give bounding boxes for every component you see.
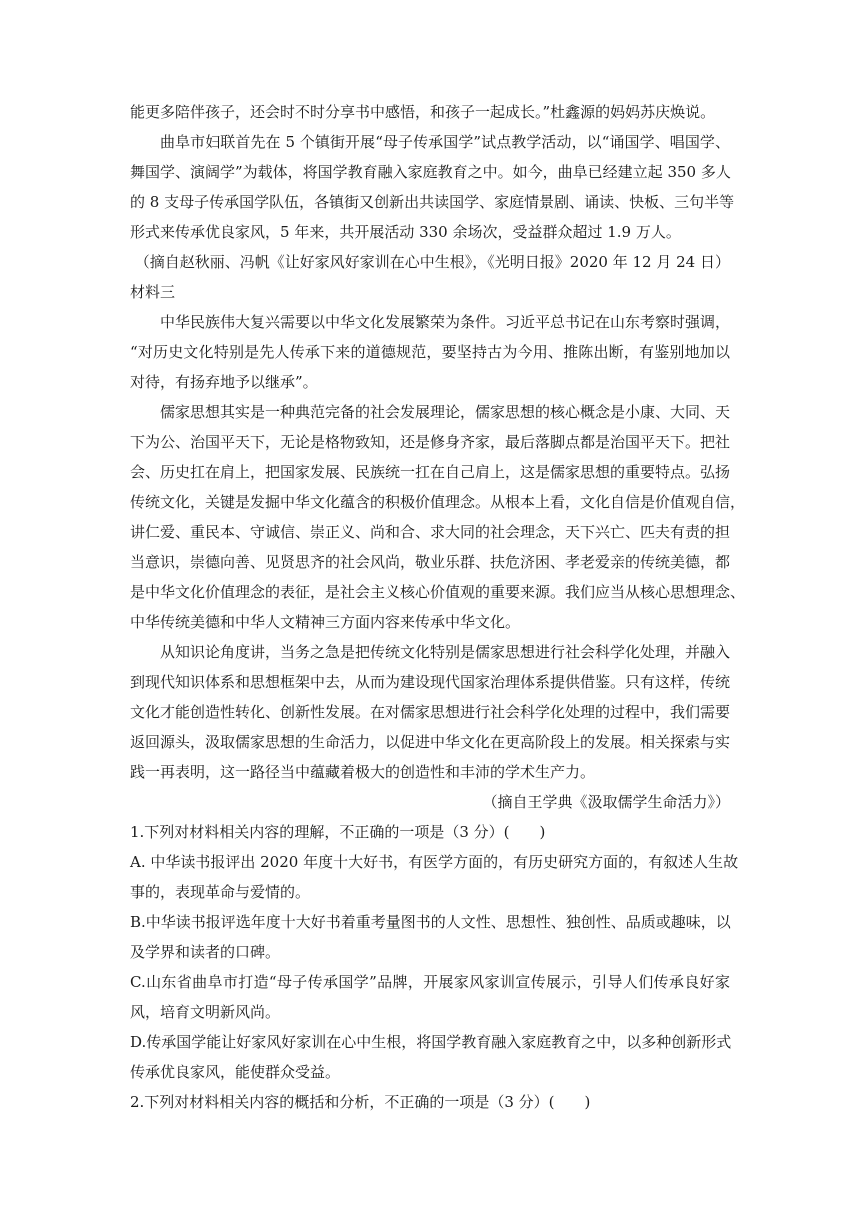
paragraph-line: “对历史文化特别是先人传承下来的道德规范，要坚持古为今用、推陈出断，有鉴别地加以 [130, 343, 730, 361]
paragraph-line: 对待，有扬弃地予以继承”。 [130, 373, 318, 391]
option-a: A. 中华读书报评出 2020 年度十大好书，有医学方面的，有历史研究方面的，有叙述人生故 [130, 853, 739, 871]
option-a-continued: 事的，表现革命与爱情的。 [130, 883, 311, 901]
question-stem: 2.下列对材料相关内容的概括和分析，不正确的一项是（3 分）( ) [130, 1093, 591, 1111]
paragraph-line: 当意识，崇德向善、见贤思齐的社会风尚，敬业乐群、扶危济困、孝老爱亲的传统美德，都 [130, 553, 731, 571]
option-c-continued: 风，培育文明新风尚。 [130, 1003, 281, 1021]
paragraph-line: 是中华文化价值理念的表征，是社会主义核心价值观的重要来源。我们应当从核心思想理念、 [130, 583, 746, 601]
paragraph-line: 传统文化，关键是发掘中华文化蕴含的积极价值理念。从根本上看，文化自信是价值观自信， [130, 493, 746, 511]
paragraph-line: 到现代知识体系和思想框架中去，从而为建设现代国家治理体系提供借鉴。只有这样，传统 [130, 673, 731, 691]
paragraph-line: 会、历史扛在肩上，把国家发展、民族统一扛在自己肩上，这是儒家思想的重要特点。弘扬 [130, 463, 731, 481]
option-c: C.山东省曲阜市打造“母子传承国学”品牌，开展家风家训宣传展示，引导人们传承良好家 [130, 973, 730, 991]
paragraph-line: 儒家思想其实是一种典范完备的社会发展理论，儒家思想的核心概念是小康、大同、天 [160, 403, 731, 421]
paragraph-line: 返回源头，汲取儒家思想的生命活力，以促进中华文化在更高阶段上的发展。相关探索与实 [130, 733, 731, 751]
paragraph-line: 的 8 支母子传承国学队伍，各镇街又创新出共读国学、家庭情景剧、诵读、快板、三句半等 [130, 193, 735, 211]
paragraph-line: 舞国学、演阔学”为载体，将国学教育融入家庭教育之中。如今，曲阜已经建立起 350 多人 [130, 163, 731, 181]
paragraph-line: 能更多陪伴孩子，还会时不时分享书中感悟，和孩子一起成长。”杜鑫源的妈妈苏庆焕说。 [130, 103, 716, 121]
section-heading: 材料三 [130, 283, 176, 301]
paragraph-line: 践一再表明，这一路径当中蕴藏着极大的创造性和丰沛的学术生产力。 [130, 763, 596, 781]
question-stem: 1.下列对材料相关内容的理解，不正确的一项是（3 分）( ) [130, 823, 546, 841]
source-citation: （摘自赵秋丽、冯帆《让好家风好家训在心中生根》，《光明日报》2020 年 12 月 24 日） [134, 253, 730, 271]
paragraph-line: 曲阜市妇联首先在 5 个镇街开展“母子传承国学”试点教学活动，以“诵国学、唱国学、 [160, 133, 730, 151]
option-b-continued: 及学界和读者的口碑。 [130, 943, 281, 961]
paragraph-line: 形式来传承优良家风，5 年来，共开展活动 330 余场次，受益群众超过 1.9 万人。 [130, 223, 681, 241]
paragraph-line: 中华民族伟大复兴需要以中华文化发展繁荣为条件。习近平总书记在山东考察时强调， [160, 313, 731, 331]
option-d: D.传承国学能让好家风好家训在心中生根，将国学教育融入家庭教育之中，以多种创新形式 [130, 1033, 732, 1051]
option-b: B.中华读书报评选年度十大好书着重考量图书的人文性、思想性、独创性、品质或趣味，以 [130, 913, 731, 931]
paragraph-line: 下为公、治国平天下，无论是格物致知，还是修身齐家，最后落脚点都是治国平天下。把社 [130, 433, 731, 451]
source-citation: （摘自王学典《汲取儒学生命活力》） [482, 793, 730, 811]
option-d-continued: 传承优良家风，能使群众受益。 [130, 1063, 341, 1081]
paragraph-line: 文化才能创造性转化、创新性发展。在对儒家思想进行社会科学化处理的过程中，我们需要 [130, 703, 731, 721]
paragraph-line: 讲仁爱、重民本、守诚信、崇正义、尚和合、求大同的社会理念，天下兴亡、匹夫有责的担 [130, 523, 731, 541]
paragraph-line: 从知识论角度讲，当务之急是把传统文化特别是儒家思想进行社会科学化处理，并融入 [160, 643, 731, 661]
paragraph-line: 中华传统美德和中华人文精神三方面内容来传承中华文化。 [130, 613, 521, 631]
